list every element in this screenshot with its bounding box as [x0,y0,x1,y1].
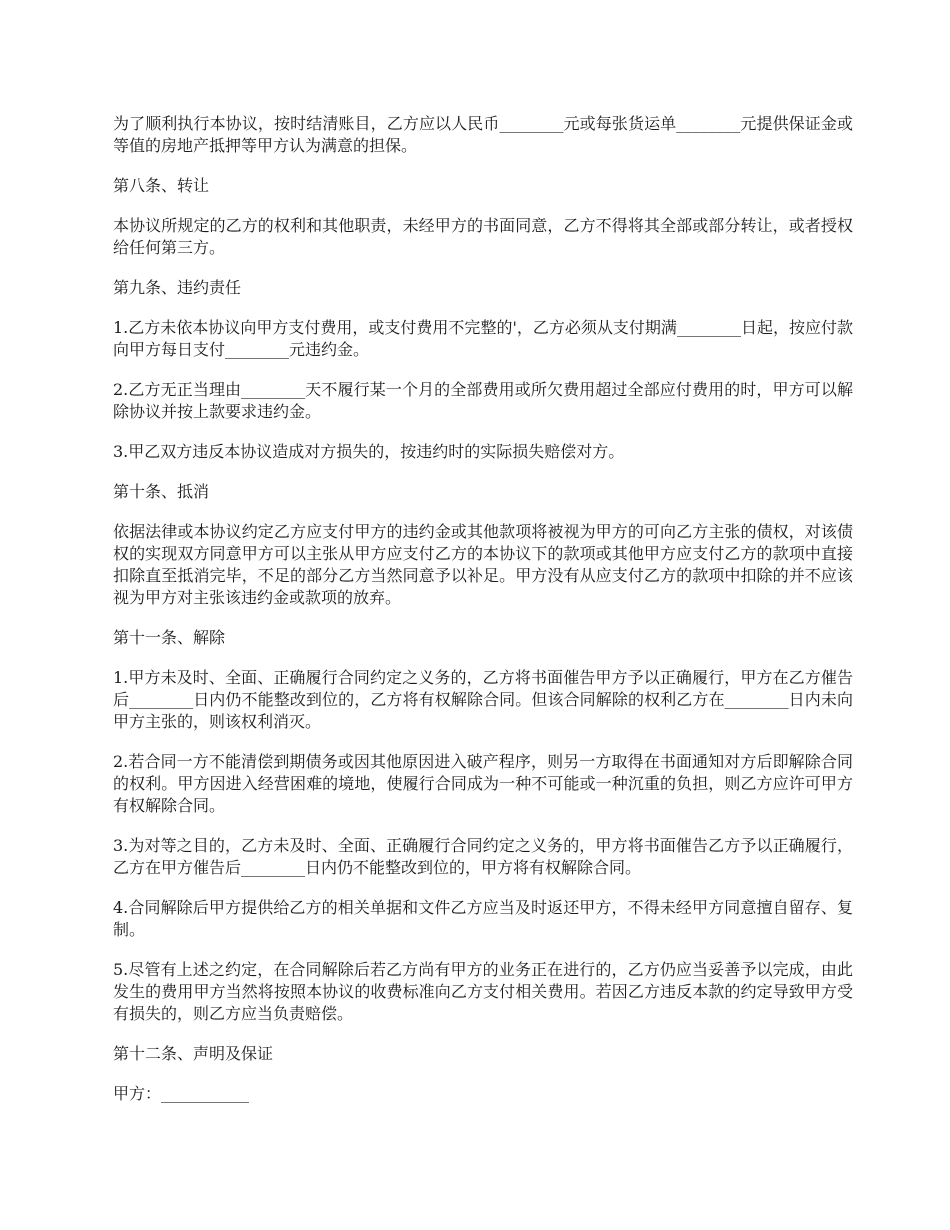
termination-clause-5: 5.尽管有上述之约定，在合同解除后若乙方尚有甲方的业务正在进行的，乙方仍应当妥善予以完成，由此发生的费用甲方当然将按照本协议的收费标准向乙方支付相关费用。若因乙方违反本款的约定导致甲方受有损失的，则乙方应当负责赔偿。 [113,960,853,1023]
article-8-heading: 第八条、转让 [113,176,210,195]
termination-clause-2: 2.若合同一方不能清偿到期债务或因其他原因进入破产程序，则另一方取得在书面通知对方后即解除合同的权利。甲方因进入经营困难的境地，使履行合同成为一种不可能或一种沉重的负担，则乙方应许可甲方有权解除合同。 [113,752,853,815]
breach-clause-2: 2.乙方无正当理由________天不履行某一个月的全部费用或所欠费用超过全部应付费用的时，甲方可以解除协议并按上款要求违约金。 [113,380,853,421]
article-10-heading: 第十条、抵消 [113,482,210,501]
termination-clause-1: 1.甲方未及时、全面、正确履行合同约定之义务的，乙方将书面催告甲方予以正确履行，甲方在乙方催告后________日内仍不能整改到位的，乙方将有权解除合同。但该合同解除的权利乙方在________日内未向甲方主张的，则该权利消灭。 [113,668,853,731]
deposit-paragraph: 为了顺利执行本协议，按时结清账目，乙方应以人民币________元或每张货运单________元提供保证金或等值的房地产抵押等甲方认为满意的担保。 [113,114,853,155]
article-12-heading: 第十二条、声明及保证 [113,1044,274,1063]
breach-clause-3: 3.甲乙双方违反本协议造成对方损失的，按违约时的实际损失赔偿对方。 [113,442,625,461]
document-page [113,113,853,1123]
breach-clause-1: 1.乙方未依本协议向甲方支付费用，或支付费用不完整的'，乙方必须从支付期满________日起，按应付款向甲方每日支付________元违约金。 [113,318,853,359]
termination-clause-3: 3.为对等之目的，乙方未及时、全面、正确履行合同约定之义务的，甲方将书面催告乙方予以正确履行，乙方在甲方催告后________日内仍不能整改到位的，甲方将有权解除合同。 [113,836,853,877]
termination-clause-4: 4.合同解除后甲方提供给乙方的相关单据和文件乙方应当及时返还甲方，不得未经甲方同意擅自留存、复制。 [113,898,853,939]
article-11-heading: 第十一条、解除 [113,628,226,647]
transfer-paragraph: 本协议所规定的乙方的权利和其他职责，未经甲方的书面同意，乙方不得将其全部或部分转让，或者授权给任何第三方。 [113,216,853,257]
offset-paragraph: 依据法律或本协议约定乙方应支付甲方的违约金或其他款项将被视为甲方的可向乙方主张的债权，对该债权的实现双方同意甲方可以主张从甲方应支付乙方的本协议下的款项或其他甲方应支付乙方的款项中直接扣除直至抵消完毕，不足的部分乙方当然同意予以补足。甲方没有从应支付乙方的款项中扣除的并不应该视为甲方对主张该违约金或款项的放弃。 [113,522,853,607]
party-a-signature-line: 甲方：___________ [113,1084,250,1103]
article-9-heading: 第九条、违约责任 [113,278,242,297]
